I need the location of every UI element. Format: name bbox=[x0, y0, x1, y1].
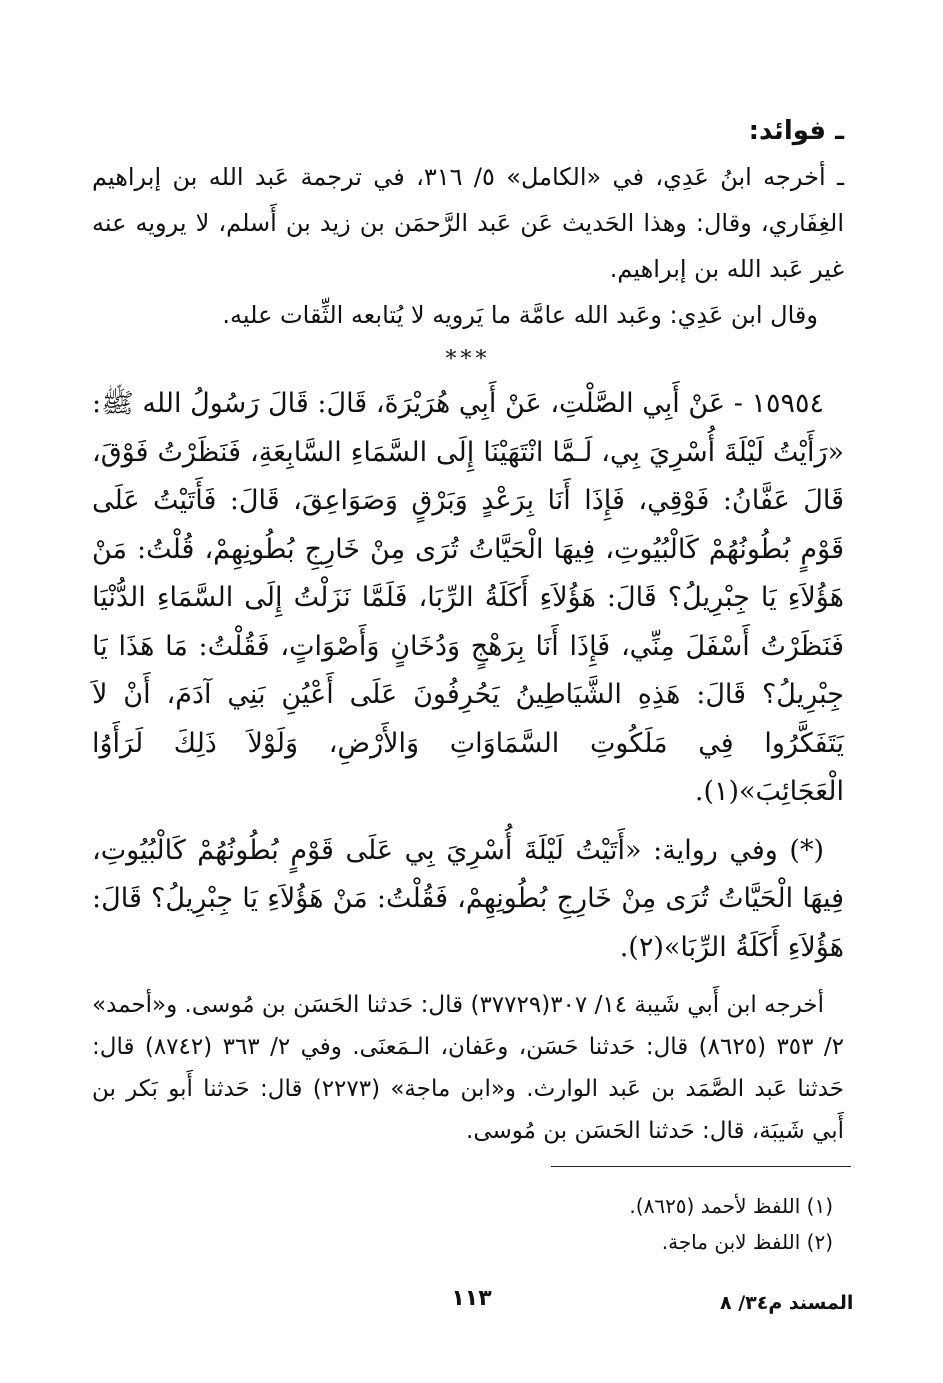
footnote-divider bbox=[551, 1166, 851, 1167]
page-number: ١١٣ bbox=[451, 1286, 492, 1311]
footnotes bbox=[133, 1188, 833, 1260]
footnote-1: (١) اللفظ لأحمد (٨٦٢٥). bbox=[629, 1194, 833, 1218]
section-heading: ـ فوائد: bbox=[748, 116, 844, 146]
page-body bbox=[92, 108, 844, 1152]
footnote-2: (٢) اللفظ لابن ماجة. bbox=[661, 1230, 833, 1254]
hadith-variant: (*) وفي رواية: «أَتَيْتُ لَيْلَةَ أُسْرِيَ بِي عَلَى قَوْمٍ بُطُونُهُمْ كَالْبُيُوتِ، فِيهَا الْحَيَّاتُ تُرَى مِنْ خَارِجِ بُطُونِهِمْ، فَقُلْتُ: مَنْ هَؤُلاَءِ يَا جِبْرِيلُ؟ قَالَ: هَؤُلاَءِ أَكَلَةُ الرِّبَا»(٢). bbox=[92, 834, 844, 963]
hadith-text: ١٥٩٥٤ - عَنْ أَبِي الصَّلْتِ، عَنْ أَبِي هُرَيْرَةَ، قَالَ: قَالَ رَسُولُ الله ﷺ: «رَأَيْتُ لَيْلَةَ أُسْرِيَ بِي، لَـمَّا انْتَهَيْنَا إِلَى السَّمَاءِ السَّابِعَةِ، فَنَظَرْتُ فَوْقَ، قَالَ عَفَّانُ: فَوْقِي، فَإِذَا أَنَا بِرَعْدٍ وَبَرْقٍ وَصَوَاعِقَ، قَالَ: فَأَتَيْتُ عَلَى قَوْمٍ بُطُونُهُمْ كَالْبُيُوتِ، فِيهَا الْحَيَّاتُ تُرَى مِنْ خَارِجِ بُطُونِهِمْ، قُلْتُ: مَنْ هَؤُلاَءِ يَا جِبْرِيلُ؟ قَالَ: هَؤُلاَءِ أَكَلَةُ الرِّبَا، فَلَمَّا نَزَلْتُ إِلَى السَّمَاءِ الدُّنْيَا فَنَظَرْتُ أَسْفَلَ مِنِّي، فَإِذَا أَنَا بِرَهْجٍ وَدُخَانٍ وَأَصْوَاتٍ، فَقُلْتُ: مَا هَذَا يَا جِبْرِيلُ؟ قَالَ: هَذِهِ الشَّيَاطِينُ يَحُرِفُونَ عَلَى أَعْيُنِ بَنِي آدَمَ، أَنْ لاَ يَتَفَكَّرُوا فِي مَلَكُوتِ السَّمَاوَاتِ وَالأَرْضِ، وَلَوْلاَ ذَلِكَ لَرَأَوُا الْعَجَائِبَ»(١). bbox=[92, 388, 844, 807]
notes-paragraph-second: وقال ابن عَدِي: وعَبد الله عامَّة ما يَرويه لا يُتابعه الثِّقات عليه. bbox=[222, 301, 818, 329]
section-separator: *** bbox=[445, 347, 491, 372]
takhrij-paragraph: أخرجه ابن أَبي شَيبة ١٤/ ٣٠٧(٣٧٧٢٩) قال: حَدثنا الحَسَن بن مُوسى. و«أحمد» ٢/ ٣٥٣ (٨٦٢٥) قال: حَدثنا حَسَن، وعَفان، الـمَعنَى. وفي ٢/ ٣٦٣ (٨٧٤٢) قال: حَدثنا عَبد الصَّمَد بن عَبد الوارث. و«ابن ماجة» (٢٢٧٣) قال: حَدثنا أَبو بَكر بن أَبي شَيبَة، قال: حَدثنا الحَسَن بن مُوسى. bbox=[92, 992, 845, 1144]
printer-signature: المسند م٣٤/ ٨ bbox=[720, 1292, 854, 1314]
notes-paragraph: ـ أخرجه ابنُ عَدِي، في «الكامل» ٥/ ٣١٦، في ترجمة عَبد الله بن إبراهيم الغِفَاري، وقال: وهذا الحَديث عَن عَبد الرَّحمَن بن زيد بن أَسلم، لا يرويه عنه غير عَبد الله بن إبراهيم. bbox=[92, 163, 845, 283]
